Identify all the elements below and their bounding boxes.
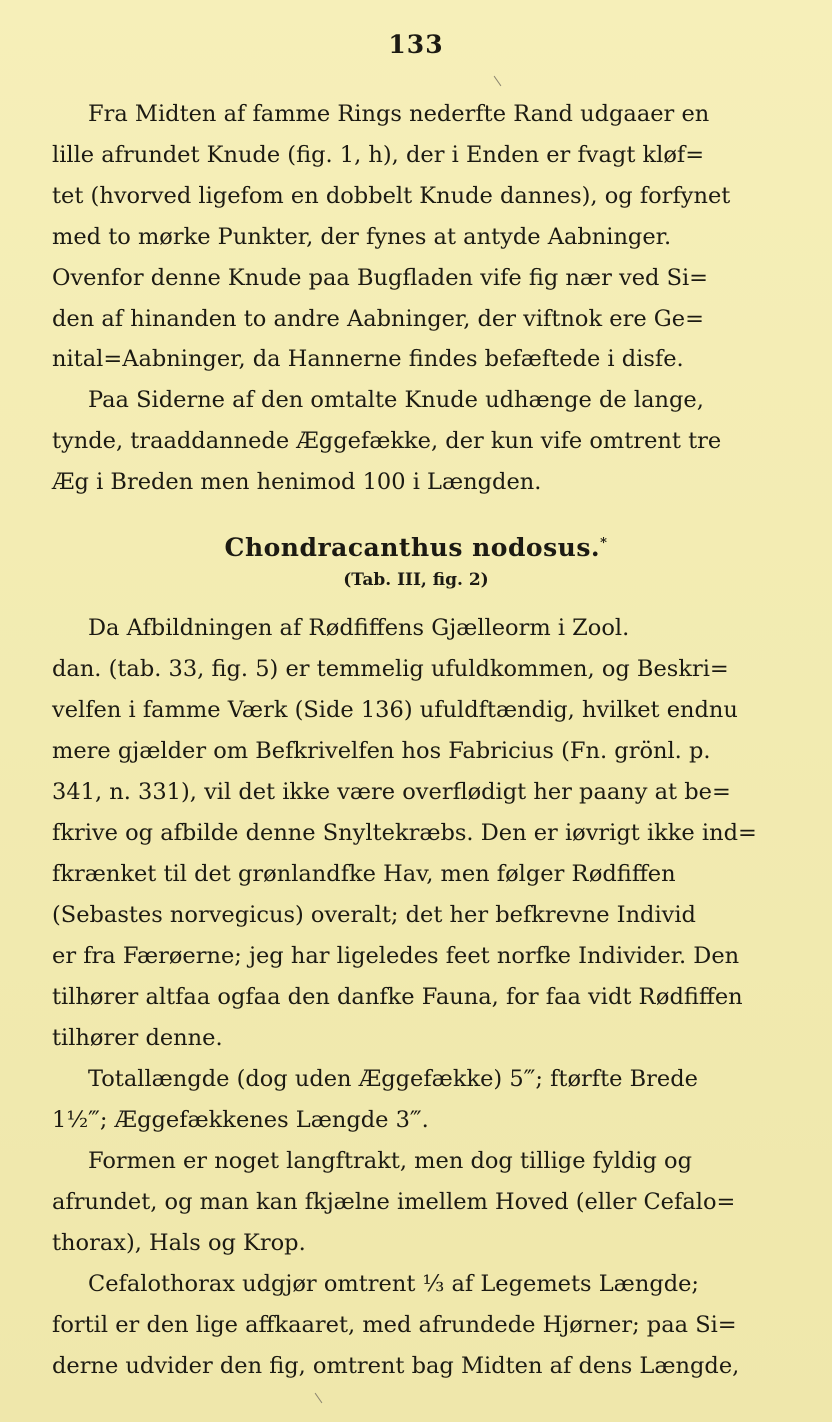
text-line: Æg i Breden men henimod 100 i Længden. bbox=[52, 469, 542, 495]
scan-mark bbox=[315, 1393, 323, 1403]
text-line: Formen er noget langftrakt, men dog tillige fyldig og bbox=[88, 1148, 693, 1174]
text-line: mere gjælder om Befkrivelfen hos Fabricius (Fn. grönl. p. bbox=[52, 738, 711, 764]
text-line: med to mørke Punkter, der fynes at antyde Aabninger. bbox=[52, 224, 672, 250]
plate-reference: (Tab. III, fig. 2) bbox=[343, 570, 489, 590]
scan-mark bbox=[494, 76, 502, 86]
text-line: (Sebastes norvegicus) overalt; det her befkrevne Individ bbox=[52, 902, 696, 928]
text-line: thorax), Hals og Krop. bbox=[52, 1230, 306, 1256]
text-line: derne udvider den fig, omtrent bag Midten af dens Længde, bbox=[52, 1353, 740, 1379]
heading-title: Chondracanthus nodosus. bbox=[224, 533, 601, 562]
text-line: tilhører altfaa ogfaa den danfke Fauna, for faa vidt Rødfiffen bbox=[52, 984, 743, 1010]
text-line: fkrive og afbilde denne Snyltekræbs. Den er iøvrigt ikke ind= bbox=[52, 820, 757, 846]
text-line: tet (hvorved ligefom en dobbelt Knude dannes), og forfynet bbox=[52, 183, 731, 209]
text-line: dan. (tab. 33, fig. 5) er temmelig ufuldkommen, og Beskri= bbox=[52, 656, 729, 682]
text-line: Paa Siderne af den omtalte Knude udhænge de lange, bbox=[88, 387, 704, 413]
text-line: er fra Færøerne; jeg har ligeledes feet norfke Individer. Den bbox=[52, 943, 740, 969]
footnote-mark: * bbox=[600, 535, 608, 551]
text-line: den af hinanden to andre Aabninger, der viftnok ere Ge= bbox=[52, 306, 704, 332]
text-line: Totallængde (dog uden Æggefække) 5‴; ftørfte Brede bbox=[88, 1066, 698, 1092]
text-line: fkrænket til det grønlandfke Hav, men følger Rødfiffen bbox=[52, 861, 676, 887]
text-line: Ovenfor denne Knude paa Bugfladen vife fig nær ved Si= bbox=[52, 265, 709, 291]
text-line: tilhører denne. bbox=[52, 1025, 223, 1051]
text-line: nital=Aabninger, da Hannerne findes befæftede i disfe. bbox=[52, 346, 684, 372]
text-line: tynde, traaddannede Æggefække, der kun vife omtrent tre bbox=[52, 428, 722, 454]
text-line: 1½‴; Æggefækkenes Længde 3‴. bbox=[52, 1107, 429, 1133]
text-line: fortil er den lige affkaaret, med afrundede Hjørner; paa Si= bbox=[52, 1312, 737, 1338]
text-line: 341, n. 331), vil det ikke være overflødigt her paany at be= bbox=[52, 779, 731, 805]
text-line: velfen i famme Værk (Side 136) ufuldftændig, hvilket endnu bbox=[52, 697, 738, 723]
page-number: 133 bbox=[388, 30, 444, 59]
text-line: afrundet, og man kan fkjælne imellem Hoved (eller Cefalo= bbox=[52, 1189, 736, 1215]
text-line: Cefalothorax udgjør omtrent ⅓ af Legemets Længde; bbox=[88, 1271, 700, 1297]
text-line: Da Afbildningen af Rødfiffens Gjælleorm i Zool. bbox=[88, 615, 630, 641]
section-heading bbox=[0, 533, 832, 562]
text-line: lille afrundet Knude (fig. 1, h), der i Enden er fvagt kløf= bbox=[52, 142, 705, 168]
text-line: Fra Midten af famme Rings nederfte Rand udgaaer en bbox=[88, 101, 710, 127]
